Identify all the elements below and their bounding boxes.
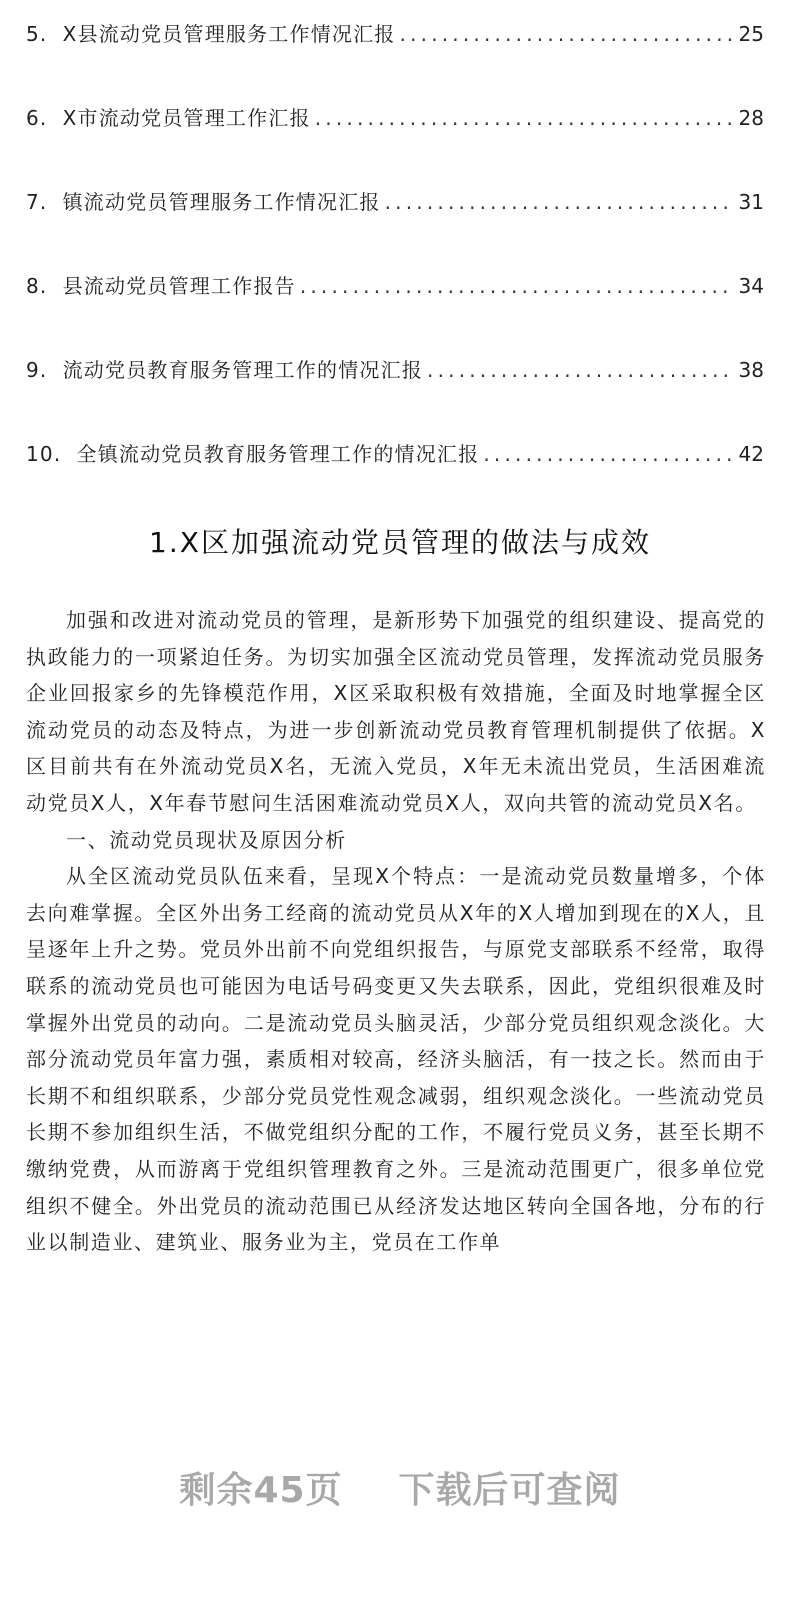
toc-leader-dots	[385, 190, 733, 214]
toc-leader-dots	[427, 358, 733, 382]
toc-title: 全镇流动党员教育服务管理工作的情况汇报	[76, 442, 480, 466]
toc-entry-5[interactable]	[26, 18, 764, 102]
download-to-view-label: 下载后可查阅	[398, 1470, 621, 1511]
toc-number: 7.	[26, 190, 63, 214]
toc-entry-7[interactable]	[26, 186, 764, 270]
toc-leader-dots	[483, 442, 732, 466]
toc-number: 8.	[26, 274, 63, 298]
toc-page-number: 42	[738, 442, 764, 466]
toc-leader-dots	[300, 274, 733, 298]
toc-number: 6.	[26, 106, 63, 130]
toc-leader-dots	[400, 22, 733, 46]
toc-number: 10.	[26, 442, 77, 466]
document-title: 1.X区加强流动党员管理的做法与成效	[149, 526, 651, 559]
body-paragraph: 加强和改进对流动党员的管理，是新形势下加强党的组织建设、提高党的执政能力的一项紧迫任务。为切实加强全区流动党员管理，发挥流动党员服务企业回报家乡的先锋模范作用，X区采取积极有效措施，全面及时地掌握全区流动党员的动态及特点，为进一步创新流动党员教育管理机制提供了依据。X区目前共有在外流动党员X名，无流入党员，X年无未流出党员，生活困难流动党员X人，X年春节慰问生活困难流动党员X人，双向共管的流动党员X名。	[26, 608, 766, 815]
document-body	[26, 602, 766, 1261]
toc-page-number: 31	[738, 190, 764, 214]
download-prompt-banner[interactable]	[0, 1462, 800, 1513]
section-heading: 一、流动党员现状及原因分析	[66, 827, 347, 852]
toc-page-number: 28	[738, 106, 764, 130]
toc-number: 5.	[26, 22, 63, 46]
toc-title: 县流动党员管理工作报告	[62, 274, 296, 298]
toc-page-number: 25	[738, 22, 764, 46]
toc-title: X县流动党员管理服务工作情况汇报	[62, 22, 396, 46]
body-paragraph: 从全区流动党员队伍来看，呈现X个特点：一是流动党员数量增多，个体去向难掌握。全区外出务工经商的流动党员从X年的X人增加到现在的X人，且呈逐年上升之势。党员外出前不向党组织报告，与原党支部联系不经常，取得联系的流动党员也可能因为电话号码变更又失去联系，因此，党组织很难及时掌握外出党员的动向。二是流动党员头脑灵活，少部分党员组织观念淡化。大部分流动党员年富力强，素质相对较高，经济头脑活，有一技之长。然而由于长期不和组织联系，少部分党员党性观念减弱，组织观念淡化。一些流动党员长期不参加组织生活，不做党组织分配的工作，不履行党员义务，甚至长期不缴纳党费，从而游离于党组织管理教育之外。三是流动范围更广，很多单位党组织不健全。外出党员的流动范围已从经济发达地区转向全国各地，分布的行业以制造业、建筑业、服务业为主，党员在工作单	[26, 864, 766, 1255]
toc-number: 9.	[26, 358, 63, 382]
toc-entry-8[interactable]	[26, 270, 764, 354]
toc-entry-9[interactable]	[26, 354, 764, 438]
toc-title: 流动党员教育服务管理工作的情况汇报	[62, 358, 424, 382]
toc-title: X市流动党员管理工作汇报	[62, 106, 311, 130]
toc-entry-10[interactable]	[26, 438, 764, 522]
remaining-pages-label: 剩余45页	[179, 1470, 343, 1511]
toc-page-number: 38	[738, 358, 764, 382]
toc-entry-6[interactable]	[26, 102, 764, 186]
toc-page-number: 34	[738, 274, 764, 298]
toc-leader-dots	[315, 106, 733, 130]
table-of-contents	[26, 18, 764, 522]
toc-title: 镇流动党员管理服务工作情况汇报	[62, 190, 381, 214]
